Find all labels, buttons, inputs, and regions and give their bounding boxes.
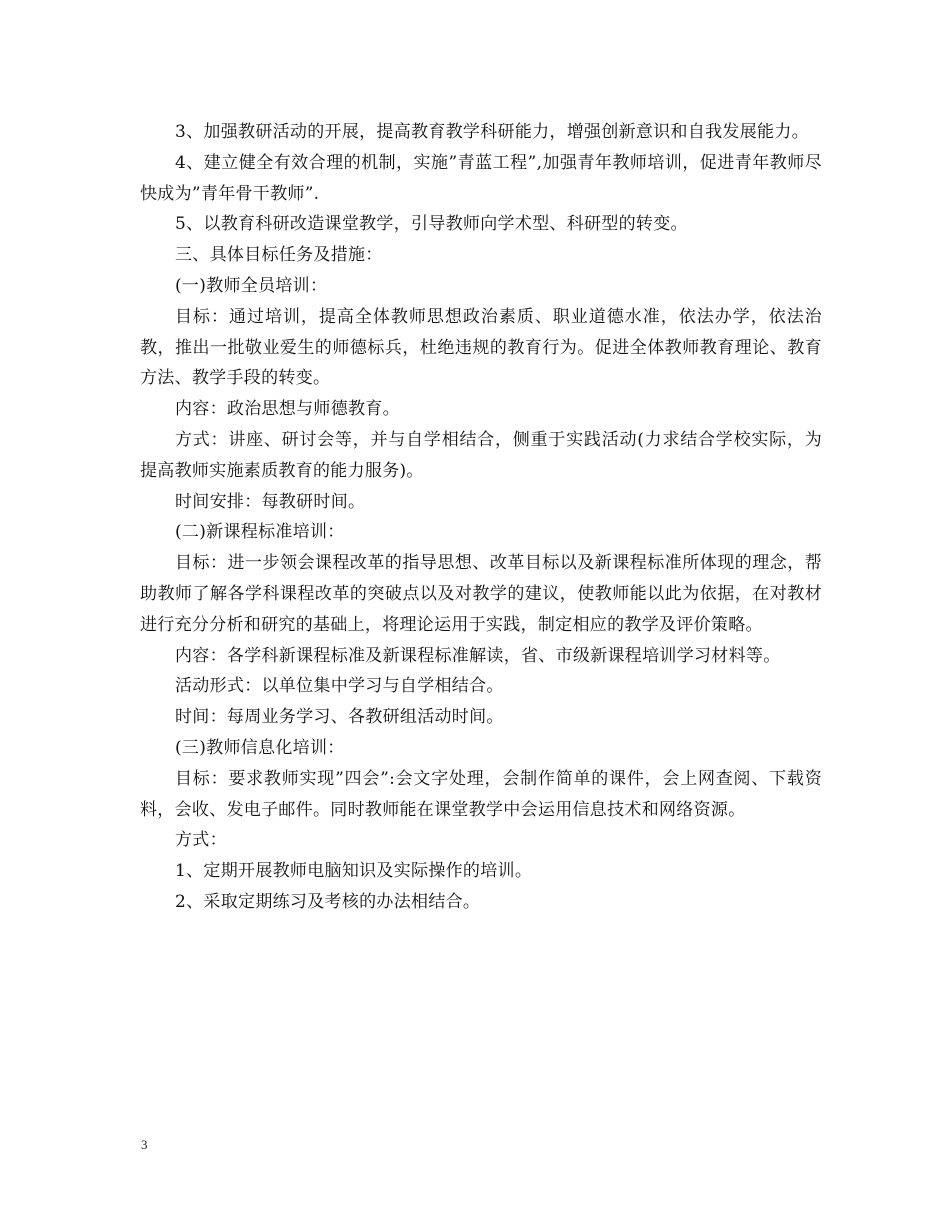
subheading-it-training: (三)教师信息化培训： [175, 737, 345, 758]
document-body [140, 117, 822, 918]
paragraph-goal-4: 4、建立健全有效合理的机制，实施”青蓝工程”,加强青年教师培训，促进青年教师尽快成为”青年骨干教师”. [140, 152, 822, 204]
paragraph-curriculum-activity-form: 活动形式：以单位集中学习与自学相结合。 [175, 676, 504, 697]
paragraph-curriculum-target: 目标：进一步领会课程改革的指导思想、改革目标以及新课程标准所体现的理念，帮助教师了解各学科课程改革的突破点以及对教学的建议，使教师能以此为依据，在对教材进行充分分析和研究的基础上，将理论运用于实践，制定相应的教学及评价策略。 [140, 553, 822, 635]
paragraph-goal-3: 3、加强教研活动的开展，提高教育教学科研能力，增强创新意识和自我发展能力。 [175, 122, 809, 142]
subheading-all-staff-training: (一)教师全员培训： [175, 275, 328, 296]
paragraph-all-staff-content: 内容：政治思想与师德教育。 [175, 399, 400, 420]
paragraph-curriculum-time: 时间：每周业务学习、各教研组活动时间。 [175, 707, 504, 728]
paragraph-goal-5: 5、以教育科研改造课堂教学，引导教师向学术型、科研型的转变。 [175, 214, 688, 235]
paragraph-curriculum-content: 内容：各学科新课程标准及新课程标准解读，省、市级新课程培训学习材料等。 [175, 645, 781, 666]
paragraph-it-method-heading: 方式： [175, 830, 227, 851]
paragraph-it-method-1: 1、定期开展教师电脑知识及实际操作的培训。 [175, 861, 533, 882]
page-number: 3 [141, 1137, 148, 1152]
subheading-curriculum-standard-training: (二)新课程标准培训： [175, 522, 345, 543]
paragraph-all-staff-method: 方式：讲座、研讨会等，并与自学相结合，侧重于实践活动(力求结合学校实际，为提高教师实施素质教育的能力服务)。 [140, 429, 822, 481]
section-heading-specific-tasks: 三、具体目标任务及措施： [175, 245, 383, 266]
paragraph-it-target: 目标：要求教师实现”四会”:会文字处理，会制作简单的课件，会上网查阅、下载资料，会收、发电子邮件。同时教师能在课堂教学中会运用信息技术和网络资源。 [140, 768, 822, 820]
paragraph-it-method-2: 2、采取定期练习及考核的办法相结合。 [175, 891, 481, 912]
paragraph-all-staff-target: 目标：通过培训，提高全体教师思想政治素质、职业道德水准，依法办学，依法治教，推出一批敬业爱生的师德标兵，杜绝违规的教育行为。促进全体教师教育理论、教育方法、教学手段的转变。 [140, 306, 822, 389]
paragraph-all-staff-schedule: 时间安排：每教研时间。 [175, 491, 366, 512]
